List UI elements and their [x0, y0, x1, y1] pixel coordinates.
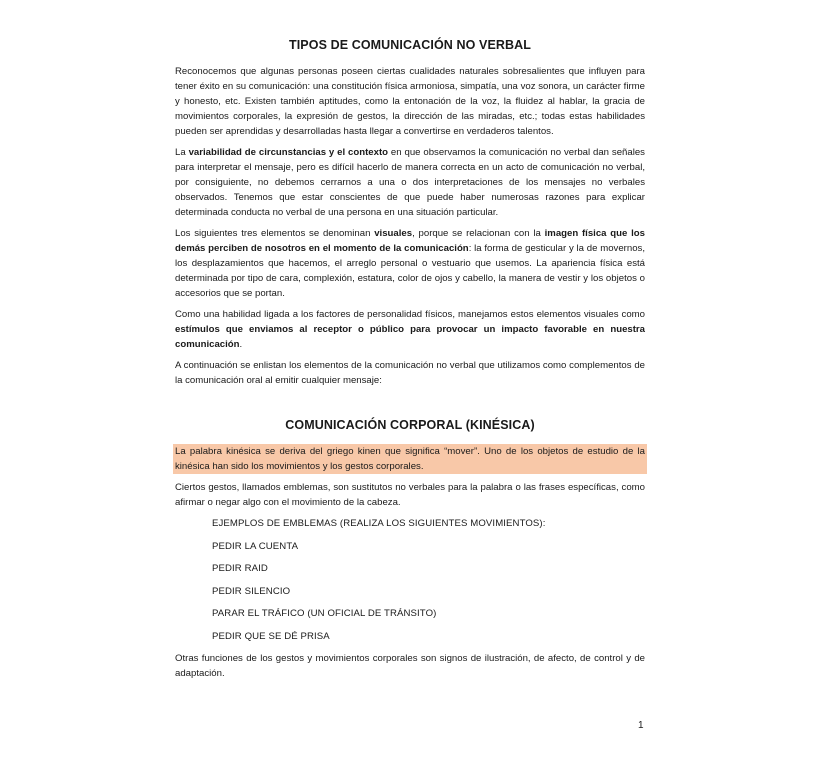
bold-phrase: imagen física que los demás perciben de nosotros en el momento de la comunicación: [175, 228, 645, 254]
section-title-kinesica: COMUNICACIÓN CORPORAL (KINÉSICA): [285, 418, 535, 432]
highlighted-paragraph: La palabra kinésica se deriva del griego kinen que significa “mover”. Uno de los objetos de estudio de la kinésica han sido los movimientos y los gestos corporales.: [175, 446, 645, 472]
bold-phrase: visuales: [374, 228, 413, 239]
paragraph-stimuli: Como una habilidad ligada a los factores de personalidad físicos, manejamos estos elementos visuales como estímulos que enviamos al receptor o público para provocar un impacto favorable en nuestra comunicación.: [175, 309, 645, 350]
list-header: EJEMPLOS DE EMBLEMAS (REALIZA LOS SIGUIENTES MOVIMIENTOS):: [212, 518, 546, 529]
list-item: PARAR EL TRÁFICO (UN OFICIAL DE TRÁNSITO): [212, 608, 437, 619]
document-title: TIPOS DE COMUNICACIÓN NO VERBAL: [289, 38, 531, 52]
page-content: [175, 38, 645, 687]
paragraph-context: La variabilidad de circunstancias y el contexto en que observamos la comunicación no verbal dan señales para interpretar el mensaje, pero es difícil hacerlo de manera correcta en un acto de comunicación no verbal, por consiguiente, no debemos cerrarnos a una o dos interpretaciones de los mensajes no verbales observados. Tenemos que estar conscientes de que puede haber numerosas razones para explicar determinada conducta no verbal de una persona en una situación particular.: [175, 147, 645, 218]
list-item: PEDIR RAID: [212, 563, 268, 574]
paragraph-emblems: Ciertos gestos, llamados emblemas, son sustitutos no verbales para la palabra o las frases específicas, como afirmar o negar algo con el movimiento de la cabeza.: [175, 482, 645, 508]
paragraph-intro: Reconocemos que algunas personas poseen ciertas cualidades naturales sobresalientes que influyen para tener éxito en su comunicación: una constitución física armoniosa, simpatía, una voz sonora, un carácter firme y honesto, etc. Existen también aptitudes, como la entonación de la voz, la fluidez al hablar, la gracia de movimientos corporales, la expresión de gestos, la dirección de las miradas, etc.; todas estas habilidades pueden ser aprendidas y desarrolladas hasta llegar a convertirse en verdaderos talentos.: [175, 66, 645, 137]
paragraph-visual-elements: Los siguientes tres elementos se denominan visuales, porque se relacionan con la imagen física que los demás perciben de nosotros en el momento de la comunicación: la forma de gesticular y la de movernos, los desplazamientos que hacemos, el arreglo personal o vestuario que usemos. La apariencia física está determinada por tipo de cara, complexión, estatura, color de ojos y cabello, la manera de vestir y los objetos o accesorios que se portan.: [175, 228, 646, 299]
bold-phrase: variabilidad de circunstancias y el contexto: [188, 147, 389, 158]
list-item: PEDIR SILENCIO: [212, 585, 291, 597]
list-item: PEDIR QUE SE DÉ PRISA: [212, 630, 330, 642]
emblem-list: [175, 516, 645, 644]
list-item: PEDIR LA CUENTA: [212, 540, 299, 552]
page-number: 1: [638, 720, 644, 731]
paragraph-functions: Otras funciones de los gestos y movimientos corporales son signos de ilustración, de afecto, de control y de adaptación.: [175, 653, 645, 679]
bold-phrase: estímulos que enviamos al receptor o público para provocar un impacto favorable en nuestra comunicación: [175, 324, 645, 350]
paragraph-list-intro: A continuación se enlistan los elementos de la comunicación no verbal que utilizamos como complementos de la comunicación oral al emitir cualquier mensaje:: [175, 360, 645, 386]
